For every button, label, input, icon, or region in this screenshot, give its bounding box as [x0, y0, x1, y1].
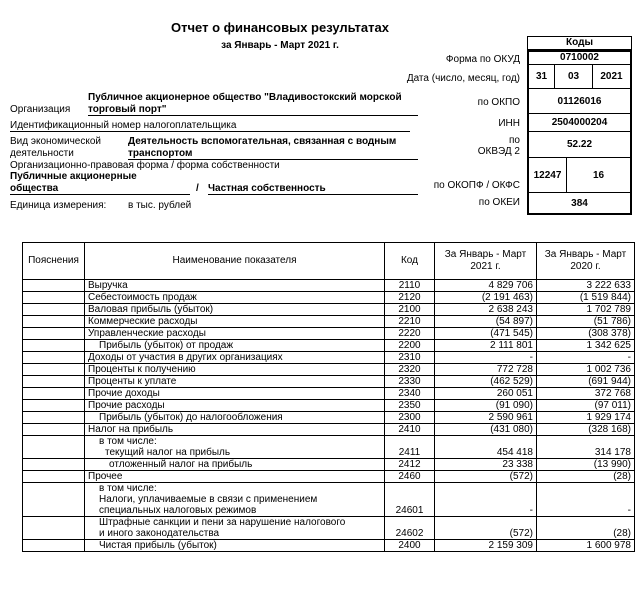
row-current: (462 529) [435, 376, 537, 388]
header-indicator: Наименование показателя [85, 243, 385, 280]
row-current: (91 090) [435, 400, 537, 412]
table-row [23, 328, 635, 340]
header-current-line-1: За Январь - Март [444, 249, 527, 260]
row-current: 772 728 [435, 364, 537, 376]
financial-results-table [22, 242, 635, 552]
table-row [23, 364, 635, 376]
table-row [23, 471, 635, 483]
header-prior-period [537, 243, 635, 280]
row-prior: 1 342 625 [537, 340, 635, 352]
row-code: 2300 [385, 412, 435, 424]
row-code: 2340 [385, 388, 435, 400]
okopf-value: 12247 [529, 158, 567, 193]
header-prior-line-1: За Январь - Март [544, 249, 627, 260]
row-code: 2411 [385, 436, 435, 459]
row-name: Прочие расходы [85, 400, 385, 412]
row-code: 2460 [385, 471, 435, 483]
row-prior: 372 768 [537, 388, 635, 400]
activity-label-1: Вид экономической [10, 136, 101, 147]
row-name: отложенный налог на прибыль [85, 459, 385, 471]
unit-value: в тыс. рублей [128, 200, 192, 211]
row-code: 2110 [385, 280, 435, 292]
date-month: 03 [555, 65, 593, 89]
table-row [23, 400, 635, 412]
row-prior: (13 990) [537, 459, 635, 471]
row-prior: (28) [537, 517, 635, 540]
table-header-row [23, 243, 635, 280]
okei-label: по ОКЕИ [478, 197, 520, 208]
row-code: 2220 [385, 328, 435, 340]
table-row [23, 280, 635, 292]
inn-label: ИНН [498, 118, 520, 129]
row-current: (471 545) [435, 328, 537, 340]
row-code: 2410 [385, 424, 435, 436]
row-name-line-2: Налоги, уплачиваемые в связи с применением [99, 494, 318, 505]
row-code: 24601 [385, 483, 435, 517]
table-row [23, 376, 635, 388]
org-name-line-1: Публичное акционерное общество "Владивостокский морской [88, 92, 402, 103]
row-name: Коммерческие расходы [85, 316, 385, 328]
row-current: (2 191 463) [435, 292, 537, 304]
row-name-line-1: Штрафные санкции и пени за нарушение налогового [99, 517, 346, 528]
row-name [85, 436, 385, 459]
table-row [23, 540, 635, 552]
table-row [23, 483, 635, 517]
org-label: Организация [10, 104, 71, 115]
report-period: за Январь - Март 2021 г. [221, 40, 339, 51]
row-prior: 1 929 174 [537, 412, 635, 424]
okved-value: 52.22 [529, 132, 630, 158]
row-code: 2412 [385, 459, 435, 471]
row-prior: - [537, 483, 635, 517]
row-current: - [435, 352, 537, 364]
row-name: Себестоимость продаж [85, 292, 385, 304]
date-year: 2021 [593, 65, 630, 89]
table-row [23, 517, 635, 540]
row-name: Налог на прибыль [85, 424, 385, 436]
row-current: (431 080) [435, 424, 537, 436]
header-code: Код [385, 243, 435, 280]
okpo-value: 01126016 [529, 89, 630, 114]
ownership-form: Частная собственность [208, 183, 418, 195]
row-current: (572) [435, 517, 537, 540]
row-current: 2 638 243 [435, 304, 537, 316]
activity-label-2: деятельности [10, 148, 74, 159]
row-code: 2210 [385, 316, 435, 328]
row-name: Валовая прибыль (убыток) [85, 304, 385, 316]
row-code: 2350 [385, 400, 435, 412]
legal-form-line-2: общества [10, 183, 190, 195]
okud-value: 0710002 [529, 51, 630, 65]
row-name: Прочие доходы [85, 388, 385, 400]
row-code: 2320 [385, 364, 435, 376]
activity-line-2: транспортом [128, 148, 418, 160]
okpo-label: по ОКПО [477, 97, 520, 108]
table-row [23, 352, 635, 364]
row-prior: (28) [537, 471, 635, 483]
legal-form-label: Организационно-правовая форма / форма собственности [10, 160, 280, 171]
row-current: 2 159 309 [435, 540, 537, 552]
row-name: Чистая прибыль (убыток) [85, 540, 385, 552]
row-current: 4 829 706 [435, 280, 537, 292]
row-name: Выручка [85, 280, 385, 292]
unit-label: Единица измерения: [10, 200, 107, 211]
row-name-line-1: в том числе: [99, 436, 157, 447]
row-code: 2330 [385, 376, 435, 388]
row-prior: (691 944) [537, 376, 635, 388]
taxid-label: Идентификационный номер налогоплательщика [10, 120, 410, 132]
row-prior: 314 178 [537, 436, 635, 459]
row-prior: (328 168) [537, 424, 635, 436]
report-title: Отчет о финансовых результатах [171, 20, 389, 35]
table-row [23, 412, 635, 424]
row-code: 2120 [385, 292, 435, 304]
row-name: Доходы от участия в других организациях [85, 352, 385, 364]
row-current: (572) [435, 471, 537, 483]
table-row [23, 459, 635, 471]
table-row [23, 424, 635, 436]
table-row [23, 304, 635, 316]
row-name-line-1: в том числе: [99, 483, 157, 494]
row-name: Управленческие расходы [85, 328, 385, 340]
okud-label: Форма по ОКУД [445, 54, 520, 65]
row-prior: - [537, 352, 635, 364]
row-current: 2 111 801 [435, 340, 537, 352]
header-current-period [435, 243, 537, 280]
table-row [23, 316, 635, 328]
header-current-line-2: 2021 г. [470, 261, 501, 272]
legal-form-separator: / [196, 183, 199, 194]
row-current: - [435, 483, 537, 517]
row-name-line-3: специальных налоговых режимов [99, 505, 257, 516]
date-day: 31 [529, 65, 555, 89]
legal-form-line-1: Публичные акционерные [10, 171, 137, 182]
row-current: 2 590 961 [435, 412, 537, 424]
okved-label-1: по [509, 135, 520, 146]
okfs-value: 16 [567, 158, 630, 193]
row-name [85, 483, 385, 517]
row-name: Прибыль (убыток) до налогообложения [85, 412, 385, 424]
inn-value: 2504000204 [529, 114, 630, 132]
org-name-line-2: торговый порт" [88, 104, 418, 116]
row-name: Прочее [85, 471, 385, 483]
row-name: Проценты к получению [85, 364, 385, 376]
date-label: Дата (число, месяц, год) [406, 73, 520, 84]
okei-value: 384 [571, 197, 588, 209]
row-name: Проценты к уплате [85, 376, 385, 388]
row-current: 23 338 [435, 459, 537, 471]
okved-label-2: ОКВЭД 2 [477, 146, 520, 157]
row-prior: (97 011) [537, 400, 635, 412]
row-name [85, 517, 385, 540]
codes-heading: Коды [527, 36, 632, 50]
row-code: 2310 [385, 352, 435, 364]
header-notes: Пояснения [23, 243, 85, 280]
row-code: 2200 [385, 340, 435, 352]
row-code: 2400 [385, 540, 435, 552]
table-row [23, 388, 635, 400]
table-row [23, 292, 635, 304]
row-prior: 3 222 633 [537, 280, 635, 292]
row-prior: 1 702 789 [537, 304, 635, 316]
row-current: (54 897) [435, 316, 537, 328]
table-row [23, 436, 635, 459]
row-prior: (308 378) [537, 328, 635, 340]
row-prior: (51 786) [537, 316, 635, 328]
row-name: Прибыль (убыток) от продаж [85, 340, 385, 352]
activity-line-1: Деятельность вспомогательная, связанная с водным [128, 136, 397, 147]
row-prior: (1 519 844) [537, 292, 635, 304]
row-prior: 1 600 978 [537, 540, 635, 552]
row-code: 2100 [385, 304, 435, 316]
row-code: 24602 [385, 517, 435, 540]
row-current: 260 051 [435, 388, 537, 400]
okopf-label: по ОКОПФ / ОКФС [433, 180, 520, 191]
row-current: 454 418 [435, 436, 537, 459]
row-name-line-2: текущий налог на прибыль [105, 447, 231, 458]
row-name-line-2: и иного законодательства [99, 528, 220, 539]
table-row [23, 340, 635, 352]
header-prior-line-2: 2020 г. [570, 261, 601, 272]
row-prior: 1 002 736 [537, 364, 635, 376]
